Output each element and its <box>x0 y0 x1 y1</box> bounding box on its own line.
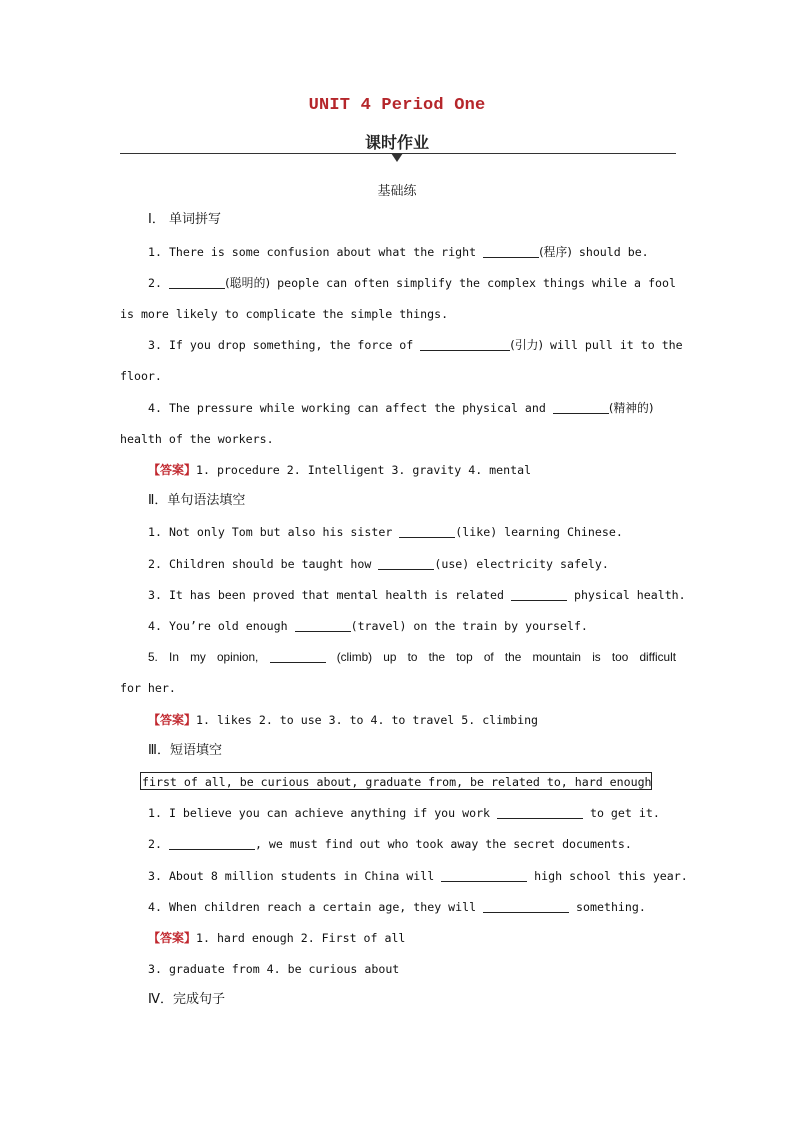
part3-q2: 2. , we must find out who took away the secret documents. <box>148 837 632 851</box>
part2-q5-cont: for her. <box>120 681 176 695</box>
part3-q3: 3. About 8 million students in China will high school this year. <box>148 869 688 883</box>
answer-blank[interactable] <box>399 525 455 538</box>
answer-blank[interactable] <box>295 619 351 632</box>
part3-answer: 【答案】1. hard enough 2. First of all <box>148 931 406 945</box>
part1-q3-cont: floor. <box>120 369 162 383</box>
answer-blank[interactable] <box>270 650 326 663</box>
answer-label: 【答案】 <box>148 931 197 945</box>
part2-q3: 3. It has been proved that mental health is related physical health. <box>148 588 686 602</box>
answer-blank[interactable] <box>511 588 567 601</box>
section-title: 基础练 <box>377 184 417 199</box>
part3-heading: Ⅲ．短语填空 <box>148 743 222 758</box>
answer-blank[interactable] <box>483 900 569 913</box>
part4-heading: Ⅳ．完成句子 <box>148 992 225 1007</box>
answer-label: 【答案】 <box>148 713 197 727</box>
answer-blank[interactable] <box>378 557 434 570</box>
answer-blank[interactable] <box>420 338 510 351</box>
part1-q2: 2. (聪明的) people can often simplify the complex things while a fool <box>148 276 676 290</box>
part2-heading: Ⅱ．单句语法填空 <box>148 493 246 508</box>
part3-q4: 4. When children reach a certain age, they will something. <box>148 900 646 914</box>
word-bank-box: first of all, be curious about, graduate from, be related to, hard enough <box>140 772 652 790</box>
answer-blank[interactable] <box>441 869 527 882</box>
part1-heading: Ⅰ． 单词拼写 <box>148 212 221 227</box>
part3-answer-cont: 3. graduate from 4. be curious about <box>148 962 400 976</box>
part1-q2-cont: is more likely to complicate the simple things. <box>120 307 449 321</box>
part2-q4: 4. You’re old enough (travel) on the train by yourself. <box>148 619 588 633</box>
page-subtitle: 课时作业 <box>364 133 429 152</box>
answer-blank[interactable] <box>497 806 583 819</box>
part3-q1: 1. I believe you can achieve anything if you work to get it. <box>148 806 660 820</box>
answer-label: 【答案】 <box>148 463 197 477</box>
answer-blank[interactable] <box>553 401 609 414</box>
answer-blank[interactable] <box>169 276 225 289</box>
part1-q3: 3. If you drop something, the force of (引力) will pull it to the <box>148 338 683 352</box>
part2-answer: 【答案】1. likes 2. to use 3. to 4. to travel 5. climbing <box>148 713 539 727</box>
part2-q5: 5. In my opinion, (climb) up to the top of the mountain is too difficult <box>148 650 676 664</box>
answer-blank[interactable] <box>483 245 539 258</box>
part2-q2: 2. Children should be taught how (use) electricity safely. <box>148 557 609 571</box>
unit-title: UNIT 4 Period One <box>308 96 486 115</box>
part1-answer: 【答案】1. procedure 2. Intelligent 3. gravity 4. mental <box>148 463 532 477</box>
part2-q1: 1. Not only Tom but also his sister (like) learning Chinese. <box>148 525 623 539</box>
part1-q1: 1. There is some confusion about what the right (程序) should be. <box>148 245 649 259</box>
answer-blank[interactable] <box>169 837 255 850</box>
part1-q4: 4. The pressure while working can affect the physical and (精神的) <box>148 401 654 415</box>
part1-q4-cont: health of the workers. <box>120 432 274 446</box>
triangle-marker-icon <box>391 153 403 162</box>
